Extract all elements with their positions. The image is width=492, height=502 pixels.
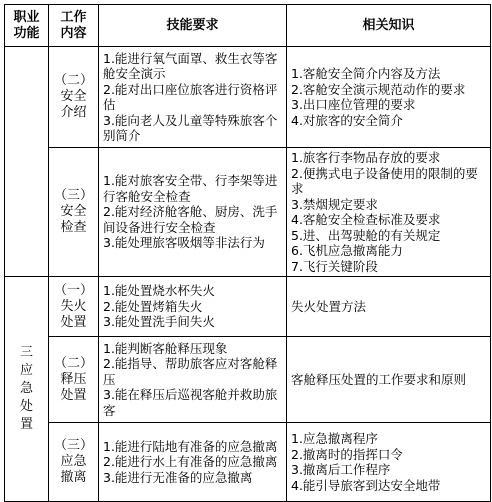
skills-cell: 1.能判断客舱释压现象 2.能指导、帮助旅客应对客舱释压 3.能在释压后巡视客舱并救助旅客 bbox=[99, 337, 287, 423]
knowledge-cell: 1.旅客行李物品存放的要求 2.便携式电子设备使用的限制的要求 3.禁烟规定要求 4.客舱安全检查标准及要求 5.进、出驾驶舱的有关规定 6.飞机应急撤离能力 7.飞行关键阶段 bbox=[287, 148, 491, 277]
competency-table bbox=[4, 4, 491, 502]
work-content-cell: （二） 释压 处置 bbox=[49, 337, 99, 423]
knowledge-cell: 1.客舱安全简介内容及方法 2.客舱安全演示规范动作的要求 3.出口座位管理的要求 4.对旅客的安全简介 bbox=[287, 47, 491, 148]
work-content-cell: （三） 安全 检查 bbox=[49, 148, 99, 277]
knowledge-cell: 失火处置方法 bbox=[287, 277, 491, 337]
work-content-cell: （二） 安全 介绍 bbox=[49, 47, 99, 148]
function-cell-empty bbox=[5, 47, 49, 277]
header-row bbox=[5, 5, 491, 47]
skills-cell: 1.能进行陆地有准备的应急撤离 2.能进行水上有准备的应急撤离 3.能进行无准备的应急撤离 bbox=[99, 423, 287, 502]
skills-cell: 1.能进行氧气面罩、救生衣等客舱安全演示 2.能对出口座位旅客进行资格评估 3.能向老人及儿童等特殊旅客个别简介 bbox=[99, 47, 287, 148]
header-function: 职业 功能 bbox=[5, 5, 49, 47]
work-content-cell: （一） 失火 处置 bbox=[49, 277, 99, 337]
table-row bbox=[5, 423, 491, 502]
knowledge-cell: 客舱释压处置的工作要求和原则 bbox=[287, 337, 491, 423]
table-row bbox=[5, 277, 491, 337]
function-cell-emergency: 三 应 急 处 置 bbox=[5, 277, 49, 502]
table-row bbox=[5, 337, 491, 423]
knowledge-cell: 1.应急撤离程序 2.撤离时的指挥口令 3.撤离后工作程序 4.能引导旅客到达安全地带 bbox=[287, 423, 491, 502]
skills-cell: 1.能处置烧水杯失火 2.能处置烤箱失火 3.能处置洗手间失火 bbox=[99, 277, 287, 337]
work-content-cell: （三） 应急 撤离 bbox=[49, 423, 99, 502]
table-row bbox=[5, 47, 491, 148]
header-skill-requirements: 技能要求 bbox=[99, 5, 287, 47]
header-work-content: 工作 内容 bbox=[49, 5, 99, 47]
skills-cell: 1.能对旅客安全带、行李架等进行客舱安全检查 2.能对经济舱客舱、厨房、洗手间设备进行安全检查 3.能处理旅客吸烟等非法行为 bbox=[99, 148, 287, 277]
table-row bbox=[5, 148, 491, 277]
header-related-knowledge: 相关知识 bbox=[287, 5, 491, 47]
